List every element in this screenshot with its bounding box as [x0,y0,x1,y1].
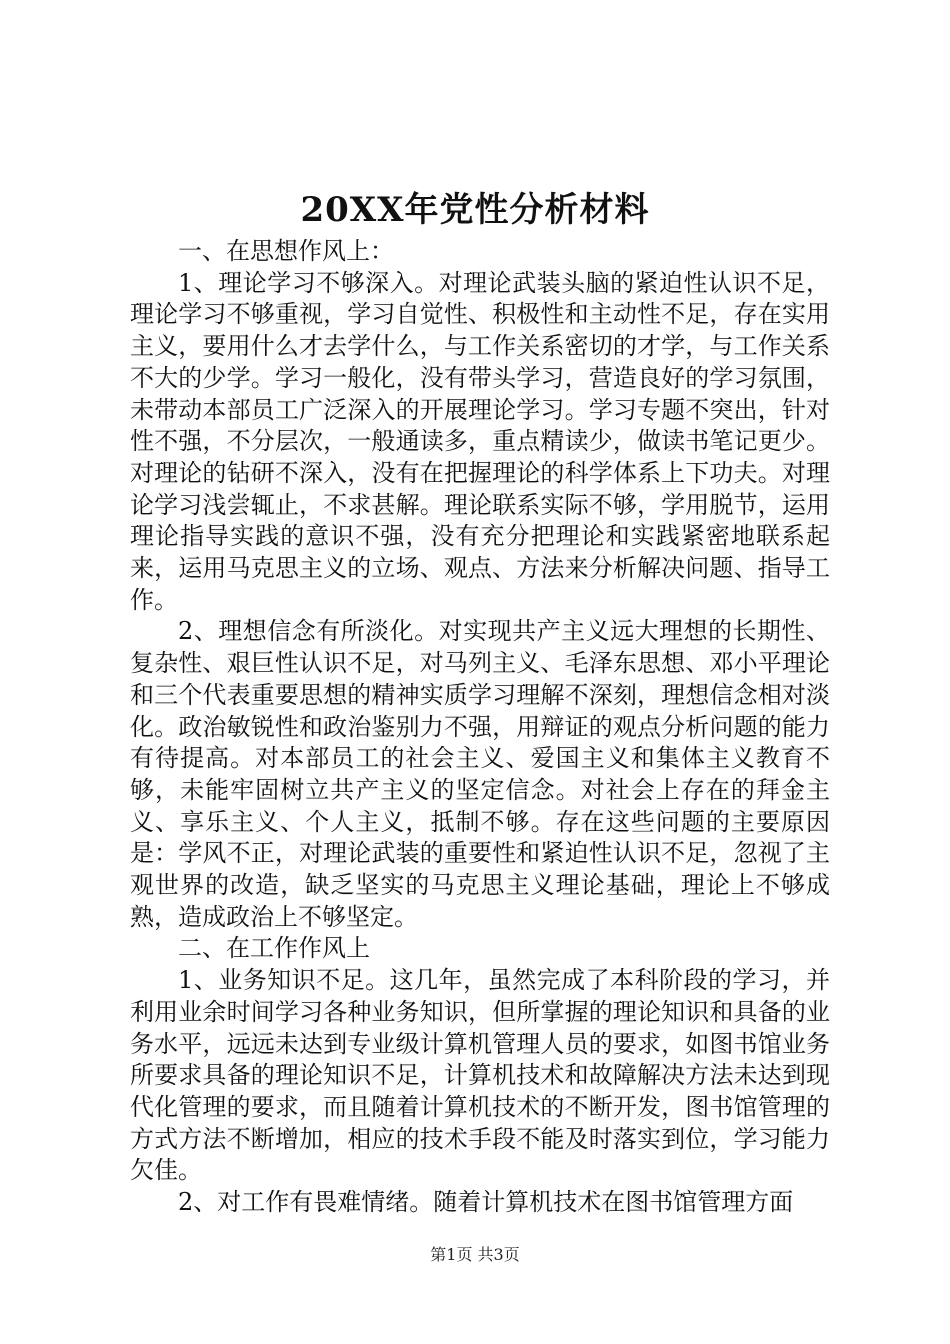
document-body [130,236,830,1219]
section-heading-thought-style: 一、在思想作风上： [178,237,394,265]
paragraph-business-knowledge: 1、业务知识不足。这几年，虽然完成了本科阶段的学习，并利用业余时间学习各种业务知识，但所掌握的理论知识和具备的业务水平，远远未达到专业级计算机管理人员的要求，如图书馆业务所要求具备的理论知识不足，计算机技术和故障解决方法未达到现代化管理的要求，而且随着计算机技术的不断开发，图书馆管理的方式方法不断增加，相应的技术手段不能及时落实到位，学习能力欠佳。 [130,966,830,1185]
section-heading-work-style: 二、在工作作风上 [178,934,370,963]
document-title: 20XX年党性分析材料 [300,190,650,230]
paragraph-work-difficulty: 2、对工作有畏难情绪。随着计算机技术在图书馆管理方面 [178,1188,794,1217]
paragraph-ideals-beliefs: 2、理想信念有所淡化。对实现共产主义远大理想的长期性、复杂性、艰巨性认识不足，对马列主义、毛泽东思想、邓小平理论和三个代表重要思想的精神实质学习理解不深刻，理想信念相对淡化。政治敏锐性和政治鉴别力不强，用辩证的观点分析问题的能力有待提高。对本部员工的社会主义、爱国主义和集体主义教育不够，未能牢固树立共产主义的坚定信念。对社会上存在的拜金主义、享乐主义、个人主义，抵制不够。存在这些问题的主要原因是：学风不正，对理论武装的重要性和紧迫性认识不足，忽视了主观世界的改造，缺乏坚实的马克思主义理论基础，理论上不够成熟，造成政治上不够坚定。 [130,617,830,931]
paragraph-theory-study: 1、理论学习不够深入。对理论武装头脑的紧迫性认识不足，理论学习不够重视，学习自觉性、积极性和主动性不足，存在实用主义，要用什么才去学什么，与工作关系密切的才学，与工作关系不大的少学。学习一般化，没有带头学习，营造良好的学习氛围，未带动本部员工广泛深入的开展理论学习。学习专题不突出，针对性不强，不分层次，一般通读多，重点精读少，做读书笔记更少。对理论的钻研不深入，没有在把握理论的科学体系上下功夫。对理论学习浅尝辄止，不求甚解。理论联系实际不够，学用脱节，运用理论指导实践的意识不强，没有充分把理论和实践紧密地联系起来，运用马克思主义的立场、观点、方法来分析解决问题、指导工作。 [130,268,830,614]
page-footer: 第1页 共3页 [430,1245,520,1264]
